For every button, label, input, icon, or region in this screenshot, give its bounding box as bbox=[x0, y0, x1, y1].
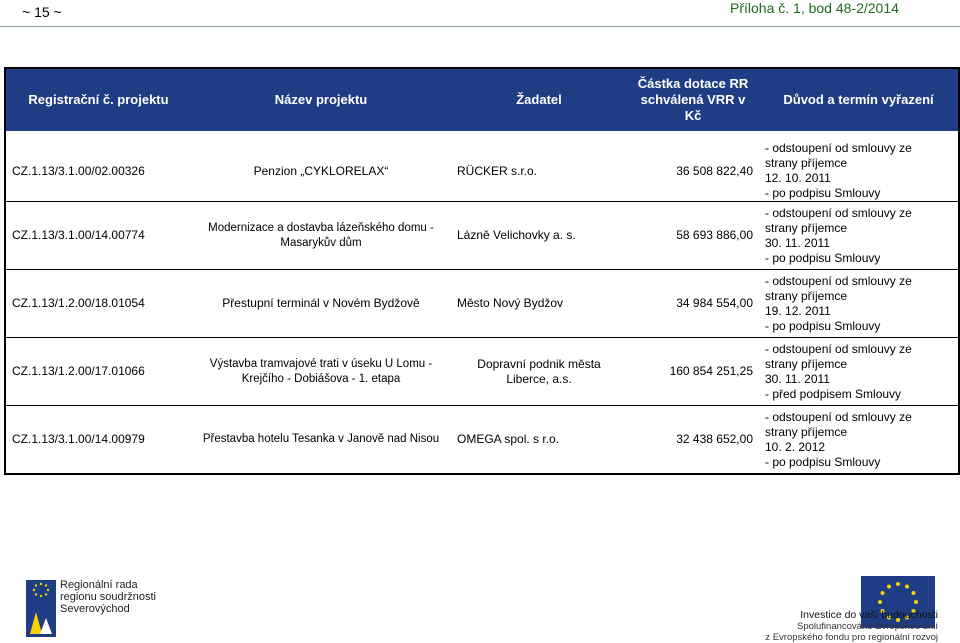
logo-line: Investice do vaší budoucnosti bbox=[800, 609, 938, 621]
cell-reason bbox=[759, 406, 959, 475]
cell-name: Modernizace a dostavba lázeňského domu - Masarykův dům bbox=[191, 202, 451, 270]
reason-line: 30. 11. 2011 bbox=[765, 371, 830, 386]
reason-line: strany příjemce bbox=[765, 220, 848, 235]
cell-amount: 58 693 886,00 bbox=[627, 202, 759, 270]
logo-line: Regionální rada bbox=[60, 579, 138, 591]
column-header-applicant: Žadatel bbox=[451, 68, 627, 131]
cell-number: CZ.1.13/1.2.00/18.01054 bbox=[5, 270, 191, 338]
page-number: ~ 15 ~ bbox=[22, 4, 62, 20]
reason-line: 19. 12. 2011 bbox=[765, 303, 831, 318]
cell-name: Přestupní terminál v Novém Bydžově bbox=[191, 270, 451, 338]
cell-reason bbox=[759, 202, 959, 270]
projects-table bbox=[4, 67, 960, 475]
cell-amount: 160 854 251,25 bbox=[627, 338, 759, 406]
reason-line: - odstoupení od smlouvy ze bbox=[765, 341, 912, 356]
cell-applicant: Lázně Velichovky a. s. bbox=[451, 202, 627, 270]
logo-line: Spolufinancováno Evropskou unií bbox=[796, 621, 938, 632]
cell-name: Výstavba tramvajové trati v úseku U Lomu - Krejčího - Dobiášova - 1. etapa bbox=[191, 338, 451, 406]
eu-logo-text bbox=[765, 610, 938, 643]
reason-line: - po podpisu Smlouvy bbox=[765, 454, 881, 469]
reason-line: - odstoupení od smlouvy ze bbox=[765, 141, 912, 155]
logo-line: z Evropského fondu pro regionální rozvoj bbox=[765, 632, 938, 643]
cell-applicant: Město Nový Bydžov bbox=[451, 270, 627, 338]
cell-reason bbox=[759, 270, 959, 338]
reason-line: strany příjemce bbox=[765, 424, 848, 439]
column-header-reason: Důvod a termín vyřazení bbox=[759, 68, 959, 131]
logo-line: Severovýchod bbox=[60, 603, 130, 615]
cell-name: Přestavba hotelu Tesanka v Janově nad Nisou bbox=[191, 406, 451, 475]
cell-number: CZ.1.13/1.2.00/17.01066 bbox=[5, 338, 191, 406]
regional-council-logo-text bbox=[60, 579, 156, 615]
reason-line: strany příjemce bbox=[765, 156, 848, 170]
logo-line: regionu soudržnosti bbox=[60, 591, 157, 603]
reason-line: - odstoupení od smlouvy ze bbox=[765, 409, 912, 424]
reason-line: - odstoupení od smlouvy ze bbox=[765, 273, 912, 288]
cell-number: CZ.1.13/3.1.00/14.00979 bbox=[5, 406, 191, 475]
reason-line: 10. 2. 2012 bbox=[765, 439, 826, 454]
reason-line: 12. 10. 2011 bbox=[765, 171, 831, 185]
reason-line: 30. 11. 2011 bbox=[765, 235, 830, 250]
cell-reason bbox=[759, 338, 959, 406]
table-row bbox=[5, 202, 959, 270]
cell-number: CZ.1.13/3.1.00/02.00326 bbox=[5, 141, 191, 202]
table-row bbox=[5, 270, 959, 338]
reason-line: - odstoupení od smlouvy ze bbox=[765, 205, 912, 220]
table-row bbox=[5, 338, 959, 406]
table-row bbox=[5, 141, 959, 202]
header-rule bbox=[0, 26, 960, 27]
annex-reference: Příloha č. 1, bod 48-2/2014 bbox=[730, 0, 899, 16]
table-header-row bbox=[5, 68, 959, 131]
reason-line: - před podpisem Smlouvy bbox=[765, 386, 902, 401]
cell-applicant: Dopravní podnik města Liberce, a.s. bbox=[451, 338, 627, 406]
cell-applicant: RÜCKER s.r.o. bbox=[451, 141, 627, 202]
reason-line: - po podpisu Smlouvy bbox=[765, 250, 881, 265]
column-header-name: Název projektu bbox=[191, 68, 451, 131]
column-header-number: Registrační č. projektu bbox=[5, 68, 191, 131]
reason-line: - po podpisu Smlouvy bbox=[765, 186, 881, 200]
cell-number: CZ.1.13/3.1.00/14.00774 bbox=[5, 202, 191, 270]
cell-reason bbox=[759, 141, 959, 202]
reason-line: strany příjemce bbox=[765, 356, 848, 371]
table-row bbox=[5, 406, 959, 475]
cell-name: Penzion „CYKLORELAX“ bbox=[191, 141, 451, 202]
cell-applicant: OMEGA spol. s r.o. bbox=[451, 406, 627, 475]
cell-amount: 34 984 554,00 bbox=[627, 270, 759, 338]
cell-amount: 32 438 652,00 bbox=[627, 406, 759, 475]
column-header-amount: Částka dotace RR schválená VRR v Kč bbox=[627, 68, 759, 131]
regional-council-emblem-icon bbox=[26, 604, 56, 637]
reason-line: strany příjemce bbox=[765, 288, 848, 303]
regional-council-logo-icon bbox=[26, 580, 56, 604]
reason-line: - po podpisu Smlouvy bbox=[765, 318, 881, 333]
header-gap bbox=[5, 131, 959, 141]
cell-amount: 36 508 822,40 bbox=[627, 141, 759, 202]
